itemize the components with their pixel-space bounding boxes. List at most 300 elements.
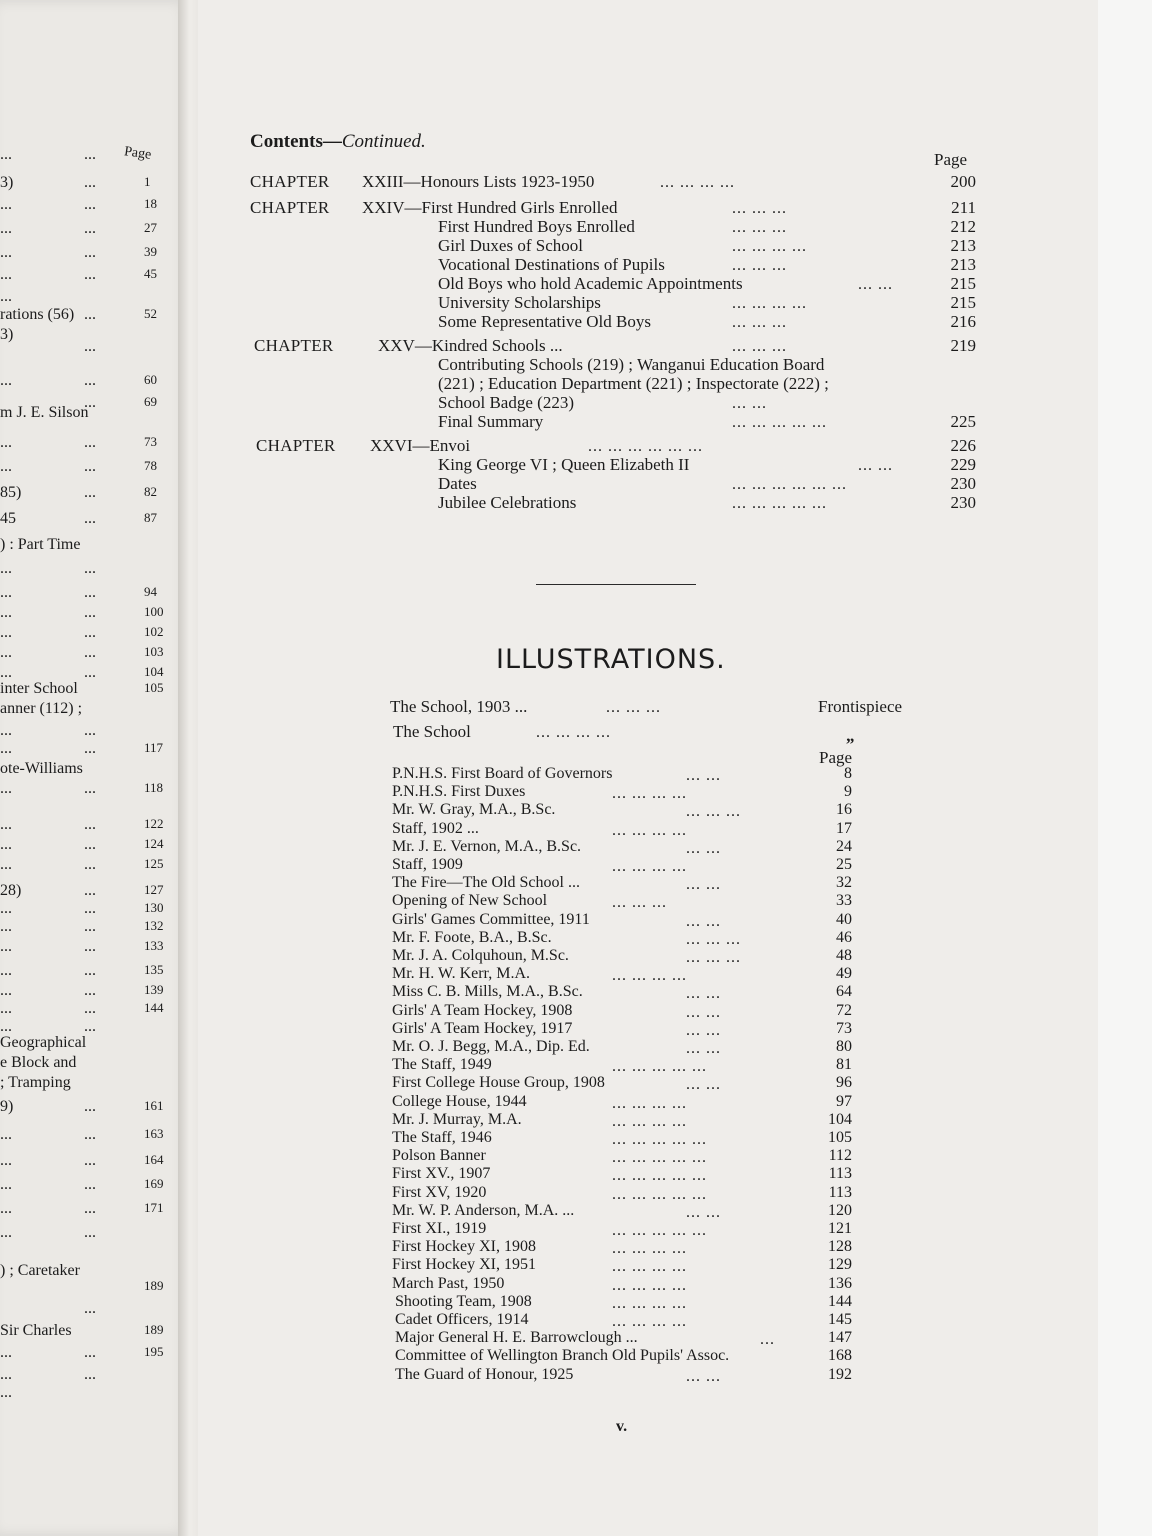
chapter-entry-dots: ... ... ... ... <box>732 295 807 312</box>
illustration-page: 48 <box>836 947 852 964</box>
illustration-title: First Hockey XI, 1908 <box>392 1238 536 1255</box>
left-row-text: ... <box>0 1384 12 1401</box>
left-row-text: 3) <box>0 326 14 343</box>
illustration-title: Shooting Team, 1908 <box>395 1293 532 1310</box>
left-page-row <box>0 722 170 742</box>
left-row-text: ... <box>0 856 12 873</box>
chapter-entry-dots: ... ... ... <box>732 257 787 274</box>
left-row-dots: ... <box>84 664 96 681</box>
left-row-text: ... <box>0 1344 12 1361</box>
illustration-title: First College House Group, 1908 <box>392 1074 605 1091</box>
illustration-dots: ... ... ... ... ... <box>612 1149 707 1166</box>
illustration-page: 136 <box>828 1275 852 1292</box>
illustration-dots: ... ... ... ... <box>612 967 687 984</box>
left-row-dots: ... <box>84 1366 96 1383</box>
illustration-dots: ... ... ... <box>686 931 741 948</box>
illustration-dots: ... ... <box>686 876 721 893</box>
left-page-row <box>0 404 170 424</box>
illustration-page: 120 <box>828 1202 852 1219</box>
illustration-title: Mr. W. Gray, M.A., B.Sc. <box>392 801 556 818</box>
left-row-dots: ... <box>84 510 96 527</box>
left-row-dots: ... <box>84 1018 96 1035</box>
left-row-dots: ... <box>84 722 96 739</box>
illustrations-page-heading: Page <box>819 748 853 767</box>
illustration-page: 113 <box>828 1165 852 1182</box>
illustration-title: Miss C. B. Mills, M.A., B.Sc. <box>392 983 583 1000</box>
illustration-page: 147 <box>828 1329 852 1346</box>
left-row-text: e Block and <box>0 1054 77 1071</box>
left-row-dots: ... <box>84 484 96 501</box>
left-row-page: 78 <box>144 458 157 473</box>
left-row-page: 127 <box>144 882 164 897</box>
chapter-entry-title: School Badge (223) <box>438 393 574 412</box>
left-row-page: 144 <box>144 1000 164 1015</box>
chapter-entry-dots: ... ... ... ... <box>732 238 807 255</box>
left-row-dots: ... <box>84 394 96 411</box>
chapter-label: CHAPTER <box>250 198 330 217</box>
left-row-text: ; Tramping <box>0 1074 71 1091</box>
left-row-text: inter School <box>0 680 78 697</box>
illustration-page: 40 <box>836 911 852 928</box>
left-page-row <box>0 338 170 358</box>
left-row-page: 130 <box>144 900 164 915</box>
left-row-page: 169 <box>144 1176 164 1191</box>
left-page-row <box>0 174 170 194</box>
illustration-title: Staff, 1909 <box>392 856 463 873</box>
illustration-dots: ... ... ... <box>686 949 741 966</box>
illustration-page: 97 <box>836 1093 852 1110</box>
left-row-text: 28) <box>0 882 22 899</box>
illustration-dots: ... ... ... ... <box>612 1313 687 1330</box>
illustration-dots: ... ... <box>686 985 721 1002</box>
left-row-dots: ... <box>84 174 96 191</box>
chapter-entry-page: 215 <box>950 274 976 293</box>
illustration-title: First XV., 1907 <box>392 1165 491 1182</box>
illustration-title: Major General H. E. Barrowclough ... <box>395 1329 638 1346</box>
left-row-page: 82 <box>144 484 157 499</box>
illustration-page: 73 <box>836 1020 852 1037</box>
chapter-label: CHAPTER <box>256 436 336 455</box>
chapter-entry-page: 215 <box>950 293 976 312</box>
illustration-title: P.N.H.S. First Duxes <box>392 783 526 800</box>
left-row-dots: ... <box>84 1098 96 1115</box>
left-row-text: rations (56) <box>0 306 75 323</box>
left-page-row <box>0 458 170 478</box>
illustration-dots: ... ... ... ... ... <box>612 1222 707 1239</box>
school-entry-dots: ... ... ... ... <box>536 724 611 741</box>
left-row-dots: ... <box>84 938 96 955</box>
frontispiece-entry-title: The School, 1903 ... <box>390 697 528 716</box>
chapter-title: XXV—Kindred Schools ... <box>378 336 563 355</box>
left-row-text: ... <box>0 624 12 641</box>
left-row-page: 125 <box>144 856 164 871</box>
chapter-entry-title: Contributing Schools (219) ; Wanganui Education Board <box>438 355 825 374</box>
left-row-text: 85) <box>0 484 22 501</box>
illustration-dots: ... ... <box>686 1368 721 1385</box>
illustration-dots: ... ... ... ... ... <box>612 1167 707 1184</box>
left-row-dots: ... <box>84 1300 96 1317</box>
left-row-page: 118 <box>144 780 164 795</box>
illustration-title: Committee of Wellington Branch Old Pupils' Assoc. <box>395 1347 730 1364</box>
illustration-title: Staff, 1902 ... <box>392 820 479 837</box>
illustration-page: 46 <box>836 929 852 946</box>
illustration-dots: ... ... ... ... ... <box>612 1058 707 1075</box>
frontispiece-entry-page: Frontispiece <box>818 697 903 716</box>
left-page-row <box>0 644 170 664</box>
left-page-row <box>0 1322 170 1342</box>
left-page-row <box>0 938 170 958</box>
left-page-row <box>0 760 170 780</box>
left-row-page: 52 <box>144 306 157 321</box>
left-row-text: ... <box>0 816 12 833</box>
chapter-entry-title: Old Boys who hold Academic Appointments <box>438 274 743 293</box>
left-row-text: anner (112) ; <box>0 700 83 717</box>
illustration-dots: ... ... <box>686 1004 721 1021</box>
illustration-title: Girls' Games Committee, 1911 <box>392 911 590 928</box>
illustration-dots: ... ... ... ... <box>612 1258 687 1275</box>
left-row-page: 45 <box>144 266 157 281</box>
ditto-mark: „ <box>846 726 855 745</box>
left-row-dots: ... <box>84 1344 96 1361</box>
left-page-row <box>0 1034 170 1054</box>
illustration-title: The Guard of Honour, 1925 <box>395 1366 574 1383</box>
left-row-dots: ... <box>84 780 96 797</box>
illustration-page: 25 <box>836 856 852 873</box>
illustration-page: 80 <box>836 1038 852 1055</box>
left-page-row <box>0 780 170 800</box>
left-row-dots: ... <box>84 1176 96 1193</box>
left-page-row <box>0 244 170 264</box>
left-row-dots: ... <box>84 856 96 873</box>
left-page-row <box>0 560 170 580</box>
left-row-page: 94 <box>144 584 157 599</box>
left-row-text: ... <box>0 644 12 661</box>
illustration-dots: ... ... ... ... <box>612 1095 687 1112</box>
chapter-entry-dots: ... ... <box>858 457 893 474</box>
left-row-text: ... <box>0 1000 12 1017</box>
contents-page-heading: Page <box>934 150 968 169</box>
left-row-text: 45 <box>0 510 16 527</box>
left-page-row <box>0 1300 170 1320</box>
illustration-dots: ... ... ... <box>612 894 667 911</box>
left-row-dots: ... <box>84 962 96 979</box>
left-row-text: Geographical <box>0 1034 87 1051</box>
left-page-row <box>0 962 170 982</box>
left-page-row <box>0 484 170 504</box>
chapter-dots: ... ... ... <box>732 338 787 355</box>
illustration-page: 16 <box>836 801 852 818</box>
illustration-title: Opening of New School <box>392 892 548 909</box>
left-page-row <box>0 1200 170 1220</box>
illustration-title: First Hockey XI, 1951 <box>392 1256 536 1273</box>
illustration-title: Girls' A Team Hockey, 1908 <box>392 1002 573 1019</box>
left-row-dots: ... <box>84 338 96 355</box>
left-row-dots: ... <box>84 918 96 935</box>
left-page-row <box>0 1126 170 1146</box>
left-row-page: 39 <box>144 244 157 259</box>
left-row-dots: ... <box>84 584 96 601</box>
illustration-page: 128 <box>828 1238 852 1255</box>
left-page-row <box>0 434 170 454</box>
left-page-row <box>0 856 170 876</box>
left-page-heading: Page <box>123 144 153 163</box>
chapter-entry-title: King George VI ; Queen Elizabeth II <box>438 455 690 474</box>
chapter-entry-title: Dates <box>438 474 477 493</box>
left-row-page: 87 <box>144 510 157 525</box>
illustration-dots: ... ... ... <box>686 803 741 820</box>
left-page-row <box>0 1384 170 1404</box>
left-page-row <box>0 900 170 920</box>
left-page-row <box>0 604 170 624</box>
chapter-title: XXVI—Envoi <box>370 436 471 455</box>
page-folio: v. <box>616 1418 628 1435</box>
left-row-text: ... <box>0 900 12 917</box>
left-row-text: ... <box>0 584 12 601</box>
left-row-page: 195 <box>144 1344 164 1359</box>
left-row-page: 100 <box>144 604 164 619</box>
chapter-entry-title: Final Summary <box>438 412 544 431</box>
chapter-label: CHAPTER <box>254 336 334 355</box>
contents-title <box>250 131 426 153</box>
illustration-page: 113 <box>828 1184 852 1201</box>
left-page-row <box>0 536 170 556</box>
left-row-dots: ... <box>84 220 96 237</box>
left-page-row <box>0 836 170 856</box>
left-row-page: 27 <box>144 220 157 235</box>
left-row-page: 163 <box>144 1126 164 1141</box>
illustration-page: 192 <box>828 1366 852 1383</box>
left-row-page: 164 <box>144 1152 164 1167</box>
left-page-row <box>0 584 170 604</box>
left-row-text: ... <box>0 836 12 853</box>
chapter-entry-page: 230 <box>950 474 976 493</box>
left-row-text: m J. E. Silson <box>0 404 89 421</box>
illustration-title: The Staff, 1949 <box>392 1056 492 1073</box>
illustration-dots: ... ... <box>686 840 721 857</box>
left-row-page: 189 <box>144 1322 164 1337</box>
left-page-row <box>0 982 170 1002</box>
chapter-title: XXIII—Honours Lists 1923-1950 <box>362 172 595 191</box>
left-page-row <box>0 700 170 720</box>
chapter-entry-dots: ... ... ... <box>732 219 787 236</box>
illustration-title: Mr. J. Murray, M.A. <box>392 1111 522 1128</box>
left-row-dots: ... <box>84 306 96 323</box>
left-row-dots: ... <box>84 816 96 833</box>
chapter-entry-title: University Scholarships <box>438 293 601 312</box>
left-row-text: ... <box>0 1152 12 1169</box>
chapter-page: 226 <box>950 436 976 455</box>
left-row-page: 161 <box>144 1098 164 1113</box>
left-row-text: ) ; Caretaker <box>0 1262 80 1279</box>
left-page-row <box>0 1176 170 1196</box>
illustration-title: Mr. H. W. Kerr, M.A. <box>392 965 531 982</box>
left-row-dots: ... <box>84 372 96 389</box>
chapter-entry-title: First Hundred Boys Enrolled <box>438 217 635 236</box>
chapter-entry-title: Some Representative Old Boys <box>438 312 651 331</box>
chapter-entry-title: Girl Duxes of School <box>438 236 583 255</box>
left-row-text: ... <box>0 962 12 979</box>
left-page-row <box>0 1098 170 1118</box>
left-page-row <box>0 740 170 760</box>
left-row-dots: ... <box>84 1152 96 1169</box>
illustration-page: 33 <box>836 892 852 909</box>
left-row-text: ... <box>0 434 12 451</box>
left-row-dots: ... <box>84 244 96 261</box>
left-page-row <box>0 146 170 166</box>
chapter-entry-page: 216 <box>950 312 976 331</box>
chapter-page: 219 <box>950 336 976 355</box>
left-page-row <box>0 1000 170 1020</box>
illustration-page: 104 <box>828 1111 852 1128</box>
left-row-page: 189 <box>144 1278 164 1293</box>
illustration-dots: ... ... ... ... ... <box>612 1131 707 1148</box>
left-row-dots: ... <box>84 196 96 213</box>
illustration-page: 9 <box>844 783 852 800</box>
contents-title-italic: Continued. <box>341 131 426 152</box>
chapter-entry-page: 213 <box>950 255 976 274</box>
left-row-page: 60 <box>144 372 157 387</box>
left-row-text: ... <box>0 458 12 475</box>
illustration-dots: ... ... ... ... <box>612 858 687 875</box>
illustration-dots: ... ... ... ... <box>612 1295 687 1312</box>
left-row-text: ) : Part Time <box>0 536 81 553</box>
left-facing-page <box>0 0 192 1536</box>
section-divider <box>536 584 696 585</box>
left-row-text: Sir Charles <box>0 1322 72 1339</box>
left-page-row <box>0 680 170 700</box>
left-row-page: 73 <box>144 434 157 449</box>
left-row-dots: ... <box>84 882 96 899</box>
illustration-dots: ... ... <box>686 913 721 930</box>
illustration-dots: ... ... <box>686 1040 721 1057</box>
illustration-title: The Fire—The Old School ... <box>392 874 580 891</box>
left-row-dots: ... <box>84 644 96 661</box>
left-row-dots: ... <box>84 900 96 917</box>
left-row-text: ... <box>0 372 12 389</box>
illustration-page: 8 <box>844 765 852 782</box>
left-row-text: ... <box>0 982 12 999</box>
chapter-dots: ... ... ... ... ... ... <box>588 438 703 455</box>
illustration-page: 144 <box>828 1293 852 1310</box>
illustration-title: March Past, 1950 <box>392 1275 505 1292</box>
illustration-title: Mr. W. P. Anderson, M.A. ... <box>392 1202 575 1219</box>
left-page-row <box>0 1054 170 1074</box>
illustration-page: 145 <box>828 1311 852 1328</box>
chapter-entry-page: 213 <box>950 236 976 255</box>
left-page-row <box>0 882 170 902</box>
chapter-entry-title: (221) ; Education Department (221) ; Inspectorate (222) ; <box>438 374 829 393</box>
left-page-row <box>0 1344 170 1364</box>
chapter-entry-dots: ... ... ... ... ... <box>732 495 827 512</box>
left-row-text: ... <box>0 288 12 305</box>
left-row-page: 102 <box>144 624 164 639</box>
left-row-text: ... <box>0 1126 12 1143</box>
left-row-text: ... <box>0 1224 12 1241</box>
chapter-entry-dots: ... ... ... ... ... <box>732 414 827 431</box>
left-row-dots: ... <box>84 624 96 641</box>
illustration-title: Mr. J. E. Vernon, M.A., B.Sc. <box>392 838 582 855</box>
left-row-text: ... <box>0 722 12 739</box>
left-row-dots: ... <box>84 434 96 451</box>
left-page-row <box>0 372 170 392</box>
illustration-page: 129 <box>828 1256 852 1273</box>
left-row-text: ... <box>0 918 12 935</box>
illustration-dots: ... ... ... ... <box>612 1277 687 1294</box>
left-row-page: 1 <box>144 174 151 189</box>
chapter-dots: ... ... ... ... <box>660 174 735 191</box>
left-row-text: ... <box>0 664 12 681</box>
background-edge <box>1098 0 1152 1536</box>
illustration-dots: ... ... <box>686 1022 721 1039</box>
left-row-page: 135 <box>144 962 164 977</box>
left-row-page: 133 <box>144 938 164 953</box>
contents-title-bold: Contents— <box>250 131 342 152</box>
left-row-text: ... <box>0 196 12 213</box>
chapter-entry-title: Vocational Destinations of Pupils <box>438 255 665 274</box>
left-row-dots: ... <box>84 836 96 853</box>
illustration-dots: ... ... ... ... <box>612 1113 687 1130</box>
left-page-row <box>0 220 170 240</box>
illustration-dots: ... <box>760 1331 775 1348</box>
left-row-text: ... <box>0 146 12 163</box>
left-row-dots: ... <box>84 982 96 999</box>
illustration-title: College House, 1944 <box>392 1093 527 1110</box>
left-row-text: 9) <box>0 1098 14 1115</box>
left-row-dots: ... <box>84 1200 96 1217</box>
chapter-entry-dots: ... ... ... <box>732 314 787 331</box>
left-row-dots: ... <box>84 1000 96 1017</box>
illustration-page: 121 <box>828 1220 852 1237</box>
left-row-page: 18 <box>144 196 157 211</box>
illustration-title: P.N.H.S. First Board of Governors <box>392 765 613 782</box>
chapter-entry-dots: ... ... <box>858 276 893 293</box>
left-row-page: 117 <box>144 740 164 755</box>
frontispiece-entry-dots: ... ... ... <box>606 699 661 716</box>
left-page-row <box>0 306 170 326</box>
school-entry-title: The School <box>393 722 471 741</box>
left-row-text: ... <box>0 266 12 283</box>
left-row-page: 69 <box>144 394 157 409</box>
left-page-row <box>0 1152 170 1172</box>
illustration-title: Mr. J. A. Colquhoun, M.Sc. <box>392 947 569 964</box>
chapter-page: 211 <box>951 198 976 217</box>
left-row-dots: ... <box>84 740 96 757</box>
illustration-page: 49 <box>836 965 852 982</box>
left-page-row <box>0 1074 170 1094</box>
illustration-title: Girls' A Team Hockey, 1917 <box>392 1020 573 1037</box>
left-row-text: ... <box>0 244 12 261</box>
illustration-page: 24 <box>836 838 852 855</box>
illustration-title: Mr. F. Foote, B.A., B.Sc. <box>392 929 552 946</box>
illustration-page: 17 <box>836 820 852 837</box>
left-row-text: ote-Williams <box>0 760 83 777</box>
left-row-page: 105 <box>144 680 164 695</box>
chapter-entry-page: 229 <box>950 455 976 474</box>
illustration-page: 81 <box>836 1056 852 1073</box>
left-row-text: ... <box>0 780 12 797</box>
illustration-dots: ... ... <box>686 1204 721 1221</box>
left-row-dots: ... <box>84 560 96 577</box>
left-page-row <box>0 266 170 286</box>
left-row-page: 104 <box>144 664 164 679</box>
illustration-dots: ... ... <box>686 767 721 784</box>
left-page-row <box>0 816 170 836</box>
left-row-text: ... <box>0 1018 12 1035</box>
illustration-page: 168 <box>828 1347 852 1364</box>
left-page-row <box>0 1278 170 1298</box>
illustration-page: 72 <box>836 1002 852 1019</box>
left-row-text: ... <box>0 220 12 237</box>
